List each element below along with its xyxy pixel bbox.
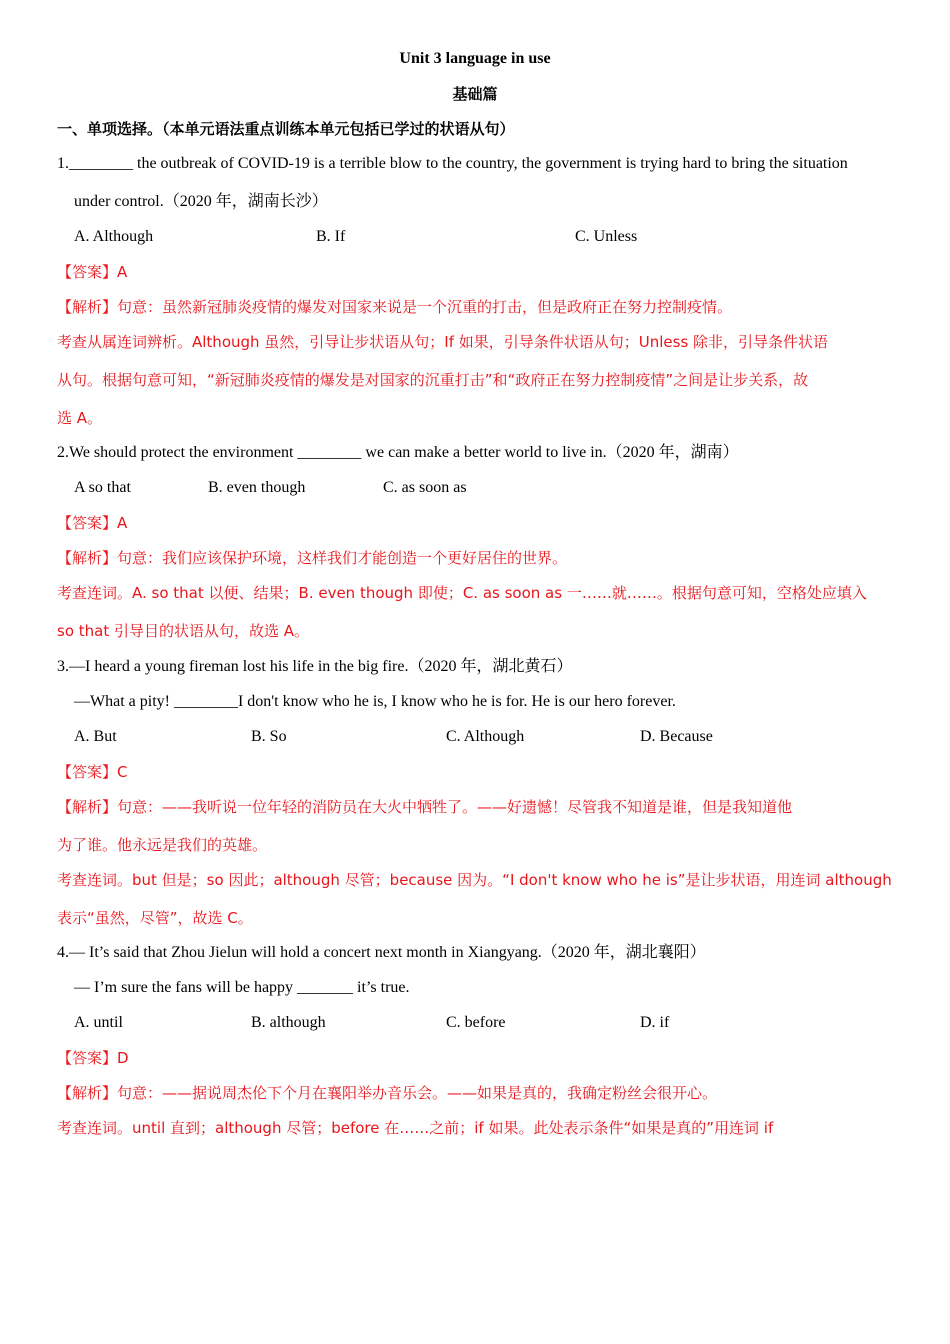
- option-a: A. Although: [74, 228, 154, 245]
- analysis: 【解析】句意：——据说周杰伦下个月在襄阳举办音乐会。——如果是真的，我确定粉丝会很开心。: [57, 1084, 718, 1102]
- answer: 【答案】C: [57, 763, 128, 781]
- page-title: Unit 3 language in use: [399, 50, 551, 67]
- answer: 【答案】D: [57, 1049, 129, 1067]
- page-subtitle: 基础篇: [452, 85, 498, 103]
- question-stem: 3.—I heard a young fireman lost his life in the big fire.（2020 年，湖北黄石）: [57, 658, 573, 675]
- option-d: D. if: [640, 1014, 670, 1031]
- option-a: A. But: [74, 728, 117, 745]
- analysis: 表示“虽然，尽管”，故选 C。: [57, 909, 253, 927]
- analysis: 考查连词。A. so that 以便、结果；B. even though 即使；C. as soon as 一……就……。根据句意可知，空格处应填入: [57, 584, 867, 602]
- question-stem: —What a pity! ________I don't know who he is, I know who he is for. He is our hero forever.: [74, 693, 676, 710]
- analysis: 为了谁。他永远是我们的英雄。: [57, 836, 268, 854]
- analysis: 考查从属连词辨析。Although 虽然，引导让步状语从句；If 如果，引导条件状语从句；Unless 除非，引导条件状语: [57, 333, 829, 351]
- analysis: 【解析】句意：虽然新冠肺炎疫情的爆发对国家来说是一个沉重的打击，但是政府正在努力控制疫情。: [57, 298, 733, 316]
- analysis: 考查连词。but 但是；so 因此；although 尽管；because 因为。“I don't know who he is”是让步状语，用连词 although: [57, 871, 892, 889]
- analysis: 【解析】句意：——我听说一位年轻的消防员在大火中牺牲了。——好遗憾！尽管我不知道是谁，但是我知道他: [57, 798, 793, 816]
- option-b: B. So: [251, 728, 287, 745]
- option-d: D. Because: [640, 728, 713, 745]
- option-b: B. If: [316, 228, 346, 245]
- analysis: 考查连词。until 直到；although 尽管；before 在……之前；if 如果。此处表示条件“如果是真的”用连词 if: [57, 1119, 774, 1137]
- analysis: 【解析】句意：我们应该保护环境，这样我们才能创造一个更好居住的世界。: [57, 549, 568, 567]
- analysis: 从句。根据句意可知，“新冠肺炎疫情的爆发是对国家的沉重打击”和“政府正在努力控制疫情”之间是让步关系，故: [57, 371, 809, 389]
- question-stem: 4.— It’s said that Zhou Jielun will hold a concert next month in Xiangyang.（2020 年，湖北襄阳）: [57, 944, 706, 961]
- option-c: C. Although: [446, 728, 525, 745]
- option-c: C. as soon as: [383, 479, 467, 496]
- section-heading: 一、单项选择。（本单元语法重点训练本单元包括已学过的状语从句）: [57, 120, 515, 138]
- option-b: B. even though: [208, 479, 306, 496]
- option-a: A. until: [74, 1014, 123, 1031]
- question-stem: 1.________ the outbreak of COVID-19 is a terrible blow to the country, the government is trying hard to bring the situation: [57, 155, 848, 172]
- question-stem: under control.（2020 年，湖南长沙）: [74, 193, 328, 210]
- question-stem: — I’m sure the fans will be happy _______ it’s true.: [74, 979, 410, 996]
- answer: 【答案】A: [57, 263, 128, 281]
- option-b: B. although: [251, 1014, 326, 1031]
- option-c: C. before: [446, 1014, 506, 1031]
- question-stem: 2.We should protect the environment ________ we can make a better world to live in.（2020 年，湖南）: [57, 444, 739, 461]
- option-c: C. Unless: [575, 228, 638, 245]
- analysis: 选 A。: [57, 409, 103, 427]
- answer: 【答案】A: [57, 514, 128, 532]
- option-a: A so that: [74, 479, 131, 496]
- analysis: so that 引导目的状语从句，故选 A。: [57, 622, 310, 640]
